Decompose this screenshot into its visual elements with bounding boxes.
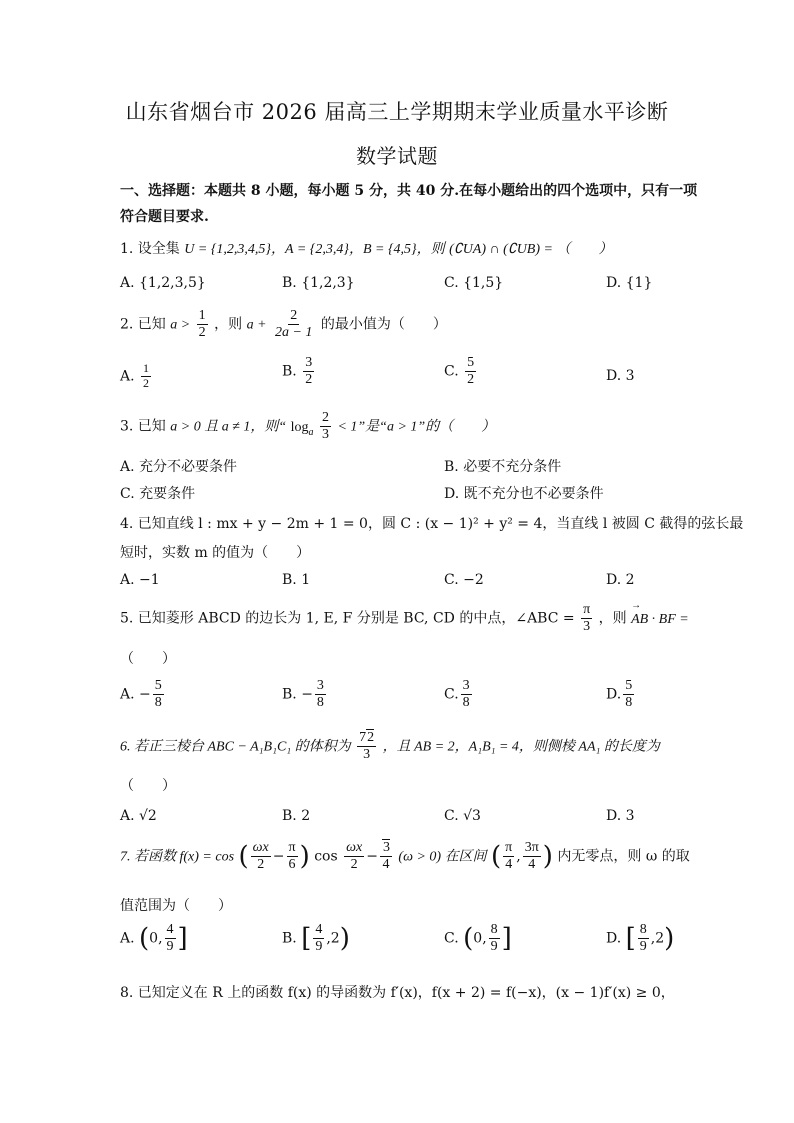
q2-stem-a: 2. 已知: [120, 316, 166, 333]
q4-stem-line1: 4. 已知直线 l : mx + y − 2m + 1 = 0，圆 C : (x − 1)² + y² = 4，当直线 l 被圆 C 截得的弦长最: [120, 516, 744, 532]
q2-option-b: B. $\frac{3}{2}$: [282, 355, 313, 388]
q1-stem-expr: (∁UA) ∩ (∁UB) = （ ）: [449, 242, 613, 257]
q6-stem: 6. 若正三棱台 ABC − A₁B₁C₁ 的体积为 $\frac{72}{3}$ ，且 AB = 2，A₁B₁ = 4，则侧棱 AA₁ 的长度为: [120, 730, 660, 763]
q3-stem-c: < 1”是“a > 1”的（ ）: [337, 419, 496, 435]
q1-option-c: C. {1,5}: [444, 275, 504, 291]
q2-option-a-label: A.: [120, 368, 135, 385]
q4-option-d: D. 2: [606, 572, 635, 588]
q3-option-c: C. 充要条件: [120, 486, 196, 502]
q4-option-b: B. 1: [282, 572, 311, 588]
q7-stem-a: 7. 若函数 f(x) = cos: [120, 849, 235, 865]
q4-option-c: C. −2: [444, 572, 484, 588]
q3-stem-b: a > 0 且 a ≠ 1，则“: [170, 419, 287, 435]
q5-stem-line2: （ ）: [120, 651, 176, 667]
page-title: 山东省烟台市 2026 届高三上学期期末学业质量水平诊断: [125, 100, 669, 124]
q2-option-c-label: C.: [444, 363, 459, 380]
q1-option-d: D. {1}: [606, 275, 653, 291]
q2-stem-b: ，则: [214, 316, 243, 333]
q5-option-d: D. $\frac{5}{8}$: [606, 678, 633, 711]
q5-option-d-label: D.: [606, 686, 622, 703]
q7-option-b-label: B.: [282, 930, 297, 947]
q4-option-a: A. −1: [120, 572, 160, 588]
q1-option-a: A. {1,2,3,5}: [120, 275, 206, 291]
page-subtitle: 数学试题: [356, 144, 438, 168]
q7-option-a-label: A.: [120, 930, 135, 947]
q2-stem-c: 的最小值为（ ）: [320, 316, 447, 333]
q6-stem-b: ，且 AB = 2，A₁B₁ = 4，则侧棱 AA₁ 的长度为: [382, 739, 660, 755]
q5-option-a-label: A. −: [120, 686, 151, 703]
q5-option-b-label: B. −: [282, 686, 313, 703]
q5-option-c-label: C.: [444, 686, 459, 703]
q3-stem-a: 3. 已知: [120, 418, 166, 435]
q2-option-a: A. $\frac{1}{2}$: [120, 361, 150, 390]
q5-option-a: A. − $\frac{5}{8}$: [120, 678, 162, 711]
section-heading-line2: 符合题目要求.: [120, 209, 209, 225]
q6-stem-line2: （ ）: [120, 778, 176, 794]
q5-stem-b: ，则: [598, 610, 627, 627]
q1-stem-sets: U = {1,2,3,4,5}，A = {2,3,4}，B = {4,5}，则: [184, 242, 445, 257]
q2-option-b-label: B.: [282, 363, 297, 380]
q3-option-a: A. 充分不必要条件: [120, 459, 238, 475]
q5-option-c: C. $\frac{3}{8}$: [444, 678, 470, 711]
q2-option-d: D. 3: [606, 368, 635, 384]
q7-stem-c: (ω > 0) 在区间: [398, 849, 487, 865]
q5-stem-a: 5. 已知菱形 ABCD 的边长为 1, E, F 分别是 BC, CD 的中点，∠ABC =: [120, 610, 575, 627]
q6-stem-a: 6. 若正三棱台 ABC − A₁B₁C₁ 的体积为: [120, 739, 351, 755]
q5-stem: 5. 已知菱形 ABCD 的边长为 1, E, F 分别是 BC, CD 的中点，∠ABC = $\frac{\pi}{3}$ ，则 → AB · BF =: [120, 602, 689, 635]
section-heading-line1: 一、选择题：本题共 8 小题，每小题 5 分，共 40 分.在每小题给出的四个选项中，只有一项: [120, 183, 698, 199]
q6-option-d: D. 3: [606, 808, 635, 824]
q3-option-b: B. 必要不充分条件: [444, 459, 562, 475]
q7-stem: 7. 若函数 f(x) = cos ( $\frac{\omega x}{2}$ − $\frac{\pi}{6}$ ) cos $\frac{\omega x}{2}$ − $\frac{3}{4}$ (ω > 0) 在区间 ( $\frac{\pi}{4}$ , $\frac{3\pi}{4}$ ) 内无零点，则 ω 的取: [120, 840, 690, 873]
q7-option-b: B. [ $\frac{4}{9}$ ,2): [282, 922, 350, 955]
q7-option-c-label: C.: [444, 930, 459, 947]
q2-option-c: C. $\frac{5}{2}$: [444, 355, 475, 388]
q7-stem-d: 内无零点，则 ω 的取: [557, 848, 690, 865]
q8-stem-line1: 8. 已知定义在 R 上的函数 f(x) 的导函数为 f′(x)，f(x + 2) = f(−x)，(x − 1)f′(x) ≥ 0，: [120, 985, 675, 1001]
q2-stem: 2. 已知 a > $\frac{1}{2}$ ，则 a + $\frac{2}{2a - 1}$ 的最小值为（ ）: [120, 308, 447, 341]
q6-option-c: C. √3: [444, 808, 481, 824]
q1-option-b: B. {1,2,3}: [282, 275, 355, 291]
q7-stem-line2: 值范围为（ ）: [120, 898, 232, 914]
q3-stem: 3. 已知 a > 0 且 a ≠ 1，则“ $\log_a$ $\frac{2}{3}$ < 1”是“a > 1”的（ ）: [120, 410, 496, 443]
q7-option-d: D. [ $\frac{8}{9}$ ,2): [606, 922, 675, 955]
q5-stem-vector: → AB · BF =: [631, 612, 689, 627]
q3-option-d: D. 既不充分也不必要条件: [444, 486, 604, 502]
q5-option-b: B. − $\frac{3}{8}$: [282, 678, 324, 711]
q7-option-d-label: D.: [606, 930, 622, 947]
q7-stem-b: cos: [314, 848, 338, 865]
q6-option-a: A. √2: [120, 808, 157, 824]
q1-stem-prefix: 1. 设全集: [120, 241, 180, 257]
q6-option-b: B. 2: [282, 808, 311, 824]
q1-stem: [120, 238, 612, 258]
q4-stem-line2: 短时，实数 m 的值为（ ）: [120, 545, 311, 561]
q7-option-c: C. (0, $\frac{8}{9}$ ]: [444, 922, 512, 955]
q7-option-a: A. (0, $\frac{4}{9}$ ]: [120, 922, 188, 955]
